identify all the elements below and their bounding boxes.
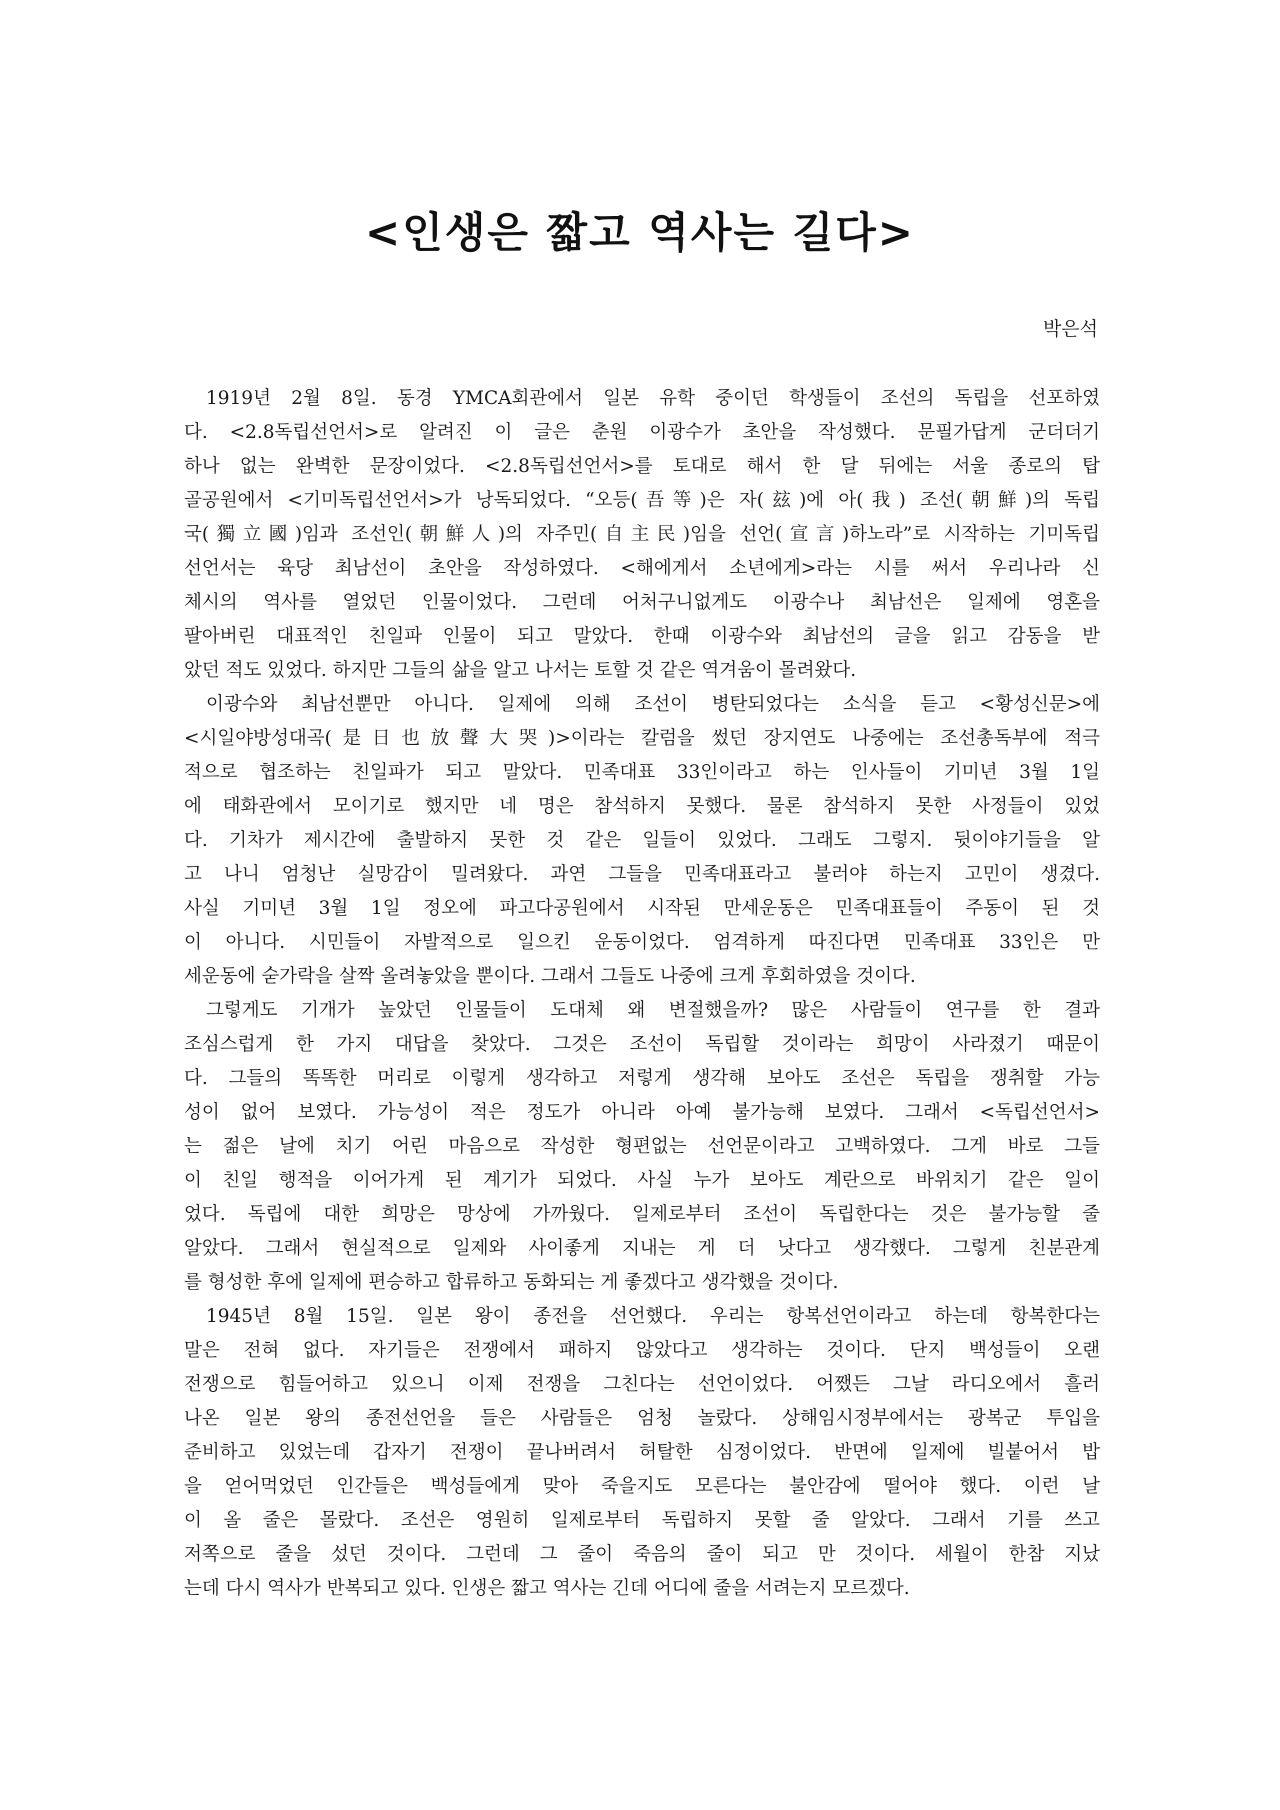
paragraph-line: <시일야방성대곡(是日也放聲大哭)>이라는 칼럼을 썼던 장지연도 나중에는 조선총독부에 적극 (184, 728, 1100, 749)
paragraph-line: 에 태화관에서 모이기로 했지만 네 명은 참석하지 못했다. 물론 참석하지 못한 사정들이 있었 (184, 796, 1100, 817)
paragraph-line: 는 젊은 날에 치기 어린 마음으로 작성한 형편없는 선언문이라고 고백하였다. 그게 바로 그들 (184, 1136, 1100, 1157)
paragraph-line: 준비하고 있었는데 갑자기 전쟁이 끝나버려서 허탈한 심정이었다. 반면에 일제에 빌붙어서 밥 (184, 1442, 1100, 1463)
paragraph-line: 저쪽으로 줄을 섰던 것이다. 그런데 그 줄이 죽음의 줄이 되고 만 것이다. 세월이 한참 지났 (184, 1544, 1100, 1565)
paragraph-line: 을 얻어먹었던 인간들은 백성들에게 맞아 죽을지도 모른다는 불안감에 떨어야 했다. 이런 날 (184, 1476, 1100, 1497)
paragraph-line: 는데 다시 역사가 반복되고 있다. 인생은 짧고 역사는 긴데 어디에 줄을 서려는지 모르겠다. (184, 1578, 910, 1599)
paragraph-line: 선언서는 육당 최남선이 초안을 작성하였다. <해에게서 소년에게>라는 시를 써서 우리나라 신 (184, 558, 1100, 579)
paragraph-line: 말은 전혀 없다. 자기들은 전쟁에서 패하지 않았다고 생각하는 것이다. 단지 백성들이 오랜 (184, 1340, 1100, 1361)
paragraph-line: 이광수와 최남선뿐만 아니다. 일제에 의해 조선이 병탄되었다는 소식을 듣고 <황성신문>에 (206, 694, 1100, 715)
paragraph-line: 조심스럽게 한 가지 대답을 찾았다. 그것은 조선이 독립할 것이라는 희망이 사라졌기 때문이 (184, 1034, 1100, 1055)
paragraph (184, 994, 1100, 1300)
paragraph-line: 이 아니다. 시민들이 자발적으로 일으킨 운동이었다. 엄격하게 따진다면 민족대표 33인은 만 (184, 932, 1100, 953)
paragraph-line: 적으로 협조하는 친일파가 되고 말았다. 민족대표 33인이라고 하는 인사들이 기미년 3월 1일 (184, 762, 1100, 783)
paragraph-line: 국(獨立國)임과 조선인(朝鮮人)의 자주민(自主民)임을 선언(宣言)하노라”로 시작하는 기미독립 (184, 524, 1100, 545)
paragraph-line: 고 나니 엄청난 실망감이 밀려왔다. 과연 그들을 민족대표라고 불러야 하는지 고민이 생겼다. (184, 864, 1100, 885)
document-title: <인생은 짧고 역사는 길다> (365, 208, 915, 257)
body-text (184, 382, 1100, 1606)
paragraph-line: 를 형성한 후에 일제에 편승하고 합류하고 동화되는 게 좋겠다고 생각했을 것이다. (184, 1272, 839, 1293)
paragraph (184, 382, 1100, 688)
paragraph-line: 다. <2.8독립선언서>로 알려진 이 글은 춘원 이광수가 초안을 작성했다. 문필가답게 군더더기 (184, 422, 1100, 443)
paragraph-line: 알았다. 그래서 현실적으로 일제와 사이좋게 지내는 게 더 낫다고 생각했다. 그렇게 친분관계 (184, 1238, 1100, 1259)
paragraph-line: 사실 기미년 3월 1일 정오에 파고다공원에서 시작된 만세운동은 민족대표들이 주동이 된 것 (184, 898, 1100, 919)
paragraph-line: 세운동에 숟가락을 살짝 올려놓았을 뿐이다. 그래서 그들도 나중에 크게 후회하였을 것이다. (184, 966, 916, 987)
paragraph (184, 688, 1100, 994)
paragraph (184, 1300, 1100, 1606)
paragraph-line: 았던 적도 있었다. 하지만 그들의 삶을 알고 나서는 토할 것 같은 역겨움이 몰려왔다. (184, 660, 857, 681)
paragraph-line: 나온 일본 왕의 종전선언을 들은 사람들은 엄청 놀랐다. 상해임시정부에서는 광복군 투입을 (184, 1408, 1100, 1429)
paragraph-line: 그렇게도 기개가 높았던 인물들이 도대체 왜 변절했을까? 많은 사람들이 연구를 한 결과 (206, 1000, 1100, 1021)
paragraph-line: 전쟁으로 힘들어하고 있으니 이제 전쟁을 그친다는 선언이었다. 어쨌든 그날 라디오에서 흘러 (184, 1374, 1100, 1395)
paragraph-line: 1919년 2월 8일. 동경 YMCA회관에서 일본 유학 중이던 학생들이 조선의 독립을 선포하였 (206, 388, 1100, 409)
paragraph-line: 하나 없는 완벽한 문장이었다. <2.8독립선언서>를 토대로 해서 한 달 뒤에는 서울 종로의 탑 (184, 456, 1100, 477)
paragraph-line: 팔아버린 대표적인 친일파 인물이 되고 말았다. 한때 이광수와 최남선의 글을 읽고 감동을 받 (184, 626, 1100, 647)
author-name: 박은석 (1042, 318, 1098, 340)
paragraph-line: 체시의 역사를 열었던 인물이었다. 그런데 어처구니없게도 이광수나 최남선은 일제에 영혼을 (184, 592, 1100, 613)
paragraph-line: 다. 그들의 똑똑한 머리로 이렇게 생각하고 저렇게 생각해 보아도 조선은 독립을 쟁취할 가능 (184, 1068, 1100, 1089)
paragraph-line: 1945년 8월 15일. 일본 왕이 종전을 선언했다. 우리는 항복선언이라고 하는데 항복한다는 (206, 1306, 1100, 1327)
paragraph-line: 골공원에서 <기미독립선언서>가 낭독되었다. “오등(吾等)은 자(玆)에 아(我) 조선(朝鮮)의 독립 (184, 490, 1100, 511)
paragraph-line: 다. 기차가 제시간에 출발하지 못한 것 같은 일들이 있었다. 그래도 그렇지. 뒷이야기들을 알 (184, 830, 1100, 851)
paragraph-line: 이 올 줄은 몰랐다. 조선은 영원히 일제로부터 독립하지 못할 줄 알았다. 그래서 기를 쓰고 (184, 1510, 1100, 1531)
paragraph-line: 성이 없어 보였다. 가능성이 적은 정도가 아니라 아예 불가능해 보였다. 그래서 <독립선언서> (184, 1102, 1100, 1123)
paragraph-line: 었다. 독립에 대한 희망은 망상에 가까웠다. 일제로부터 조선이 독립한다는 것은 불가능할 줄 (184, 1204, 1100, 1225)
paragraph-line: 이 친일 행적을 이어가게 된 계기가 되었다. 사실 누가 보아도 계란으로 바위치기 같은 일이 (184, 1170, 1100, 1191)
